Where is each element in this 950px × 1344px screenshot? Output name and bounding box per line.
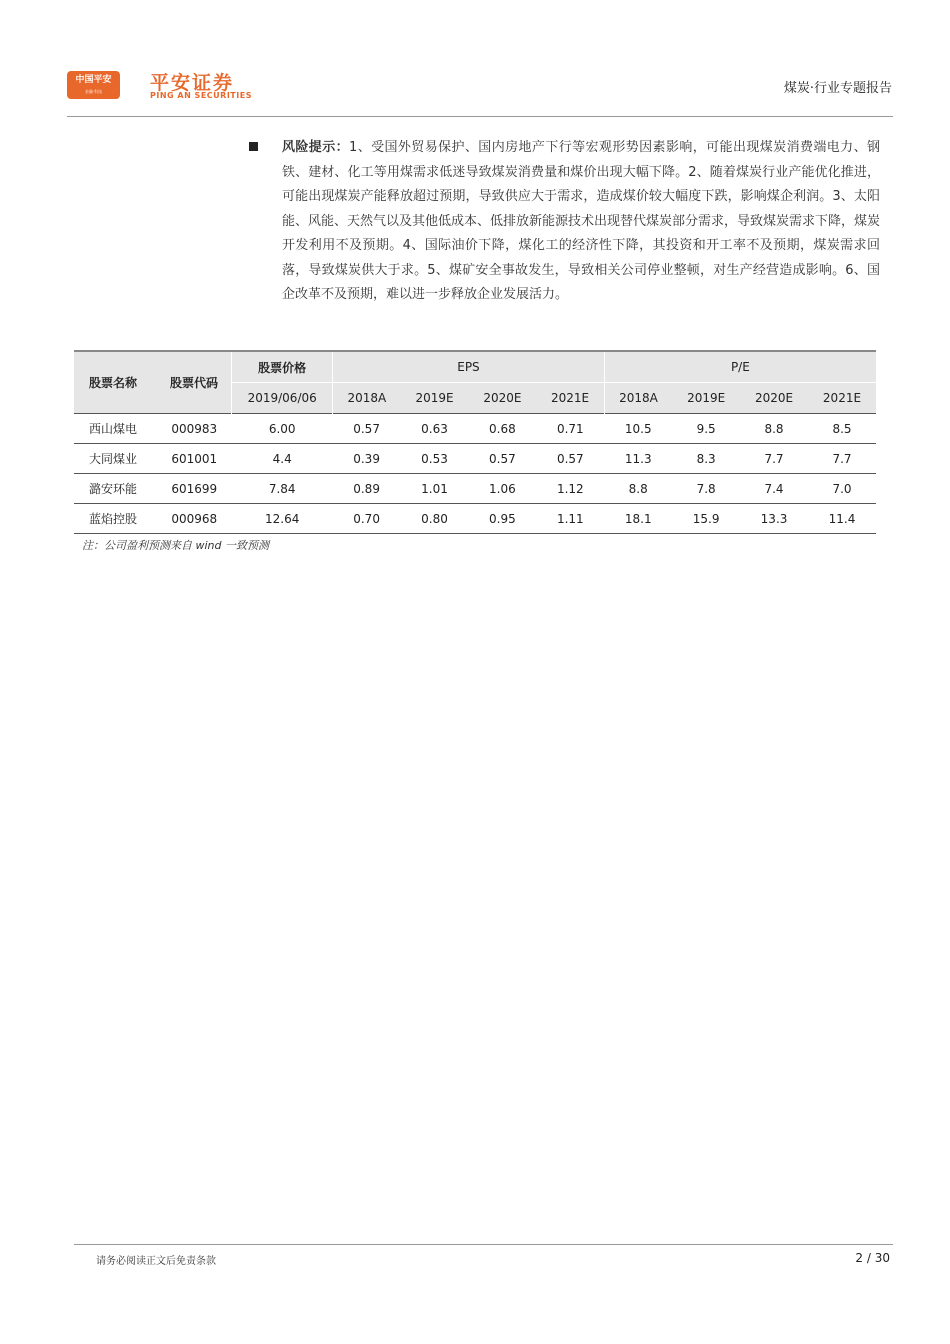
risk-text: 1、受国外贸易保护、国内房地产下行等宏观形势因素影响，可能出现煤炭消费端电力、钢铁、建材、化工等用煤需求低迷导致煤炭消费量和煤价出现大幅下降。2、随着煤炭行业产能优化推进，可能出现煤炭产能释放超过预期，导致供应大于需求，造成煤价较大幅度下跌，影响煤企利润。3、太阳能、风能、天然气以及其他低成本、低排放新能源技术出现替代煤炭部分需求，导致煤炭需求下降，煤炭开发利用不及预期。4、国际油价下降，煤化工的经济性下降，其投资和开工率不及预期，煤炭需求回落，导致煤炭供大于求。5、煤矿安全事故发生，导致相关公司停业整顿，对生产经营造成影响。6、国企改革不及预期，难以进一步释放企业发展活力。 xyxy=(282,140,881,302)
pe-cell: 8.8 xyxy=(604,474,672,504)
stock-code-cell: 601699 xyxy=(157,474,232,504)
eps-cell: 0.95 xyxy=(468,504,536,534)
header-pe-year: 2019E xyxy=(672,383,740,414)
table-row xyxy=(74,504,876,534)
table-row xyxy=(74,444,876,474)
page-number: 2 / 30 xyxy=(855,1251,890,1265)
header-divider xyxy=(67,116,893,117)
pe-cell: 15.9 xyxy=(672,504,740,534)
eps-cell: 0.57 xyxy=(333,414,401,444)
stock-name-cell: 西山煤电 xyxy=(74,414,157,444)
eps-cell: 0.70 xyxy=(333,504,401,534)
header-price-date: 2019/06/06 xyxy=(232,383,333,414)
stock-price-cell: 6.00 xyxy=(232,414,333,444)
stock-price-cell: 7.84 xyxy=(232,474,333,504)
eps-cell: 1.11 xyxy=(536,504,604,534)
pe-cell: 13.3 xyxy=(740,504,808,534)
report-type: 煤炭·行业专题报告 xyxy=(783,81,892,96)
risk-label: 风险提示： xyxy=(282,140,350,155)
header-eps-year: 2020E xyxy=(468,383,536,414)
table-row xyxy=(74,414,876,444)
header-eps-year: 2021E xyxy=(536,383,604,414)
eps-cell: 0.71 xyxy=(536,414,604,444)
stock-code-cell: 000983 xyxy=(157,414,232,444)
pingan-logo xyxy=(67,71,120,99)
pe-cell: 7.7 xyxy=(808,444,876,474)
header-stock-name: 股票名称 xyxy=(74,351,157,414)
logo-sub-text: 金融·科技 xyxy=(84,89,103,94)
stock-code-cell: 000968 xyxy=(157,504,232,534)
eps-cell: 1.12 xyxy=(536,474,604,504)
eps-cell: 0.39 xyxy=(333,444,401,474)
stock-name-cell: 大同煤业 xyxy=(74,444,157,474)
eps-cell: 0.57 xyxy=(468,444,536,474)
pe-cell: 8.8 xyxy=(740,414,808,444)
pe-cell: 7.7 xyxy=(740,444,808,474)
pe-cell: 8.3 xyxy=(672,444,740,474)
risk-paragraph xyxy=(282,136,880,308)
footer-divider xyxy=(74,1244,893,1245)
stock-name-cell: 潞安环能 xyxy=(74,474,157,504)
pe-cell: 18.1 xyxy=(604,504,672,534)
eps-cell: 0.80 xyxy=(401,504,469,534)
stock-price-cell: 12.64 xyxy=(232,504,333,534)
pe-cell: 11.4 xyxy=(808,504,876,534)
brand-name-en: PING AN SECURITIES xyxy=(150,91,252,100)
eps-cell: 0.57 xyxy=(536,444,604,474)
header-eps: EPS xyxy=(333,351,605,383)
header-eps-year: 2019E xyxy=(401,383,469,414)
header-pe: P/E xyxy=(604,351,876,383)
pe-cell: 7.4 xyxy=(740,474,808,504)
brand-name-cn: 平安证券 xyxy=(150,72,235,94)
stock-price-cell: 4.4 xyxy=(232,444,333,474)
eps-cell: 1.06 xyxy=(468,474,536,504)
eps-cell: 0.68 xyxy=(468,414,536,444)
header-pe-year: 2020E xyxy=(740,383,808,414)
eps-cell: 0.89 xyxy=(333,474,401,504)
pe-cell: 7.8 xyxy=(672,474,740,504)
pe-cell: 7.0 xyxy=(808,474,876,504)
header-stock-code: 股票代码 xyxy=(157,351,232,414)
eps-cell: 0.63 xyxy=(401,414,469,444)
header-pe-year: 2018A xyxy=(604,383,672,414)
pe-cell: 9.5 xyxy=(672,414,740,444)
stock-name-cell: 蓝焰控股 xyxy=(74,504,157,534)
pe-cell: 11.3 xyxy=(604,444,672,474)
header-eps-year: 2018A xyxy=(333,383,401,414)
pe-cell: 8.5 xyxy=(808,414,876,444)
header-pe-year: 2021E xyxy=(808,383,876,414)
eps-cell: 1.01 xyxy=(401,474,469,504)
eps-cell: 0.53 xyxy=(401,444,469,474)
header-stock-price: 股票价格 xyxy=(232,351,333,383)
table-row xyxy=(74,474,876,504)
logo-main-text: 中国平安 xyxy=(75,75,112,85)
table-note: 注：公司盈利预测来自 wind 一致预测 xyxy=(82,539,269,552)
stock-code-cell: 601001 xyxy=(157,444,232,474)
footer-disclaimer: 请务必阅读正文后免责条款 xyxy=(96,1256,216,1267)
valuation-table xyxy=(74,350,876,534)
pe-cell: 10.5 xyxy=(604,414,672,444)
bullet-square-icon xyxy=(249,142,258,151)
